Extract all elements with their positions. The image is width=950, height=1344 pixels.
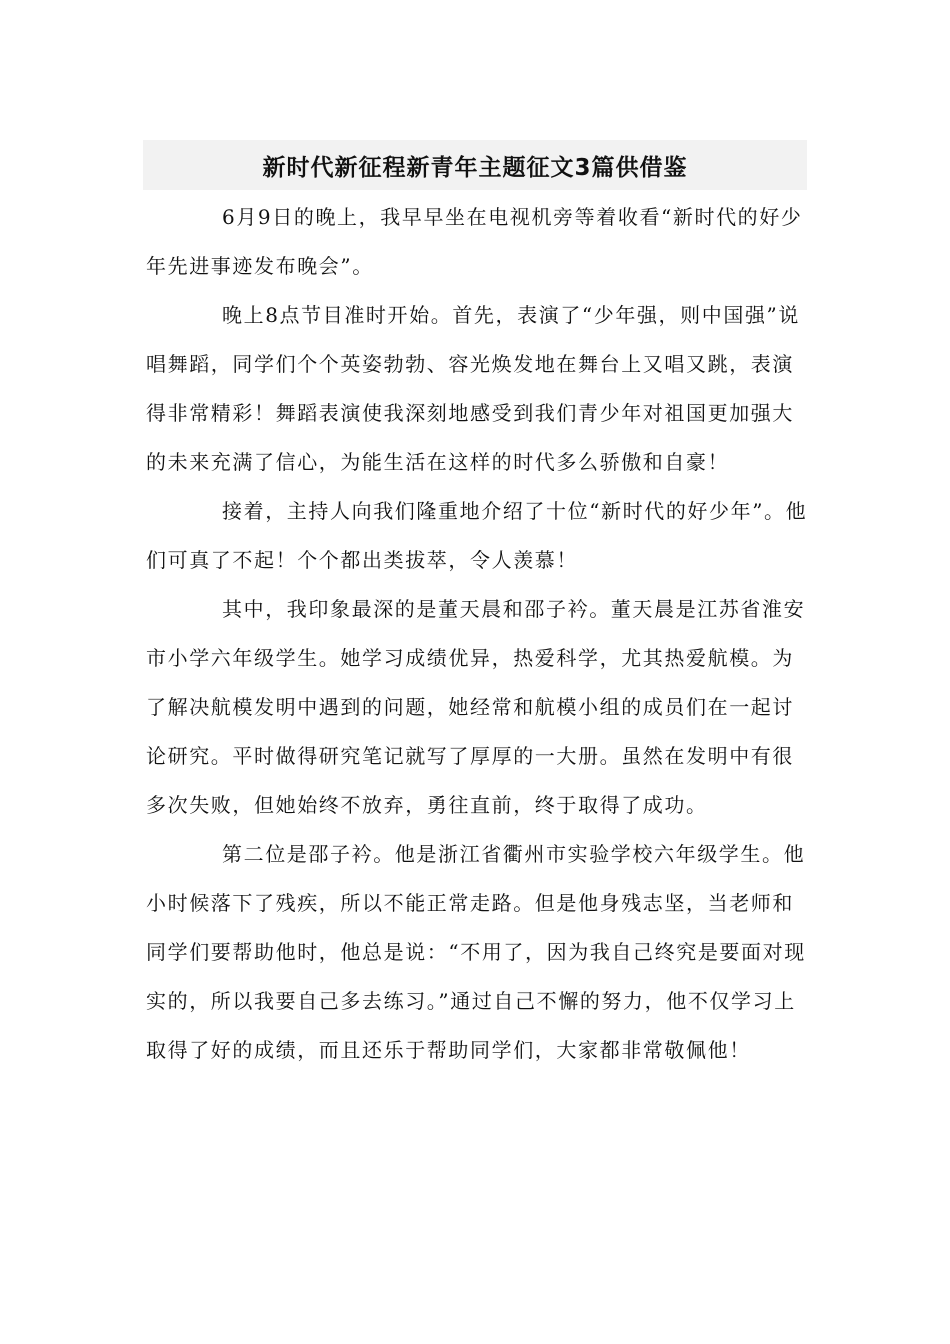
paragraph-2: 晚上8点节目准时开始。首先，表演了“少年强，则中国强”说唱舞蹈，同学们个个英姿勃勃、容光焕发地在舞台上又唱又跳，表演得非常精彩！舞蹈表演使我深刻地感受到我们青少年对祖国更加强大的未来充满了信心，为能生活在这样的时代多么骄傲和自豪！ <box>146 303 800 474</box>
title-banner <box>143 140 807 190</box>
document-body <box>146 193 810 1075</box>
document-title: 新时代新征程新青年主题征文3篇供借鉴 <box>262 154 688 181</box>
paragraph-3: 接着，主持人向我们隆重地介绍了十位“新时代的好少年”。他们可真了不起！个个都出类拔萃，令人羡慕！ <box>146 499 808 572</box>
paragraph-1: 6月9日的晚上，我早早坐在电视机旁等着收看“新时代的好少年先进事迹发布晚会”。 <box>146 205 803 278</box>
paragraph-5: 第二位是邵子衿。他是浙江省衢州市实验学校六年级学生。他小时候落下了残疾，所以不能正常走路。但是他身残志坚，当老师和同学们要帮助他时，他总是说：“不用了，因为我自己终究是要面对现实的，所以我要自己多去练习。”通过自己不懈的努力，他不仅学习上取得了好的成绩，而且还乐于帮助同学们，大家都非常敬佩他！ <box>146 842 806 1062</box>
paragraph-4: 其中，我印象最深的是董天晨和邵子衿。董天晨是江苏省淮安市小学六年级学生。她学习成绩优异，热爱科学，尤其热爱航模。为了解决航模发明中遇到的问题，她经常和航模小组的成员们在一起讨论研究。平时做得研究笔记就写了厚厚的一大册。虽然在发明中有很多次失败，但她始终不放弃，勇往直前，终于取得了成功。 <box>146 597 806 817</box>
